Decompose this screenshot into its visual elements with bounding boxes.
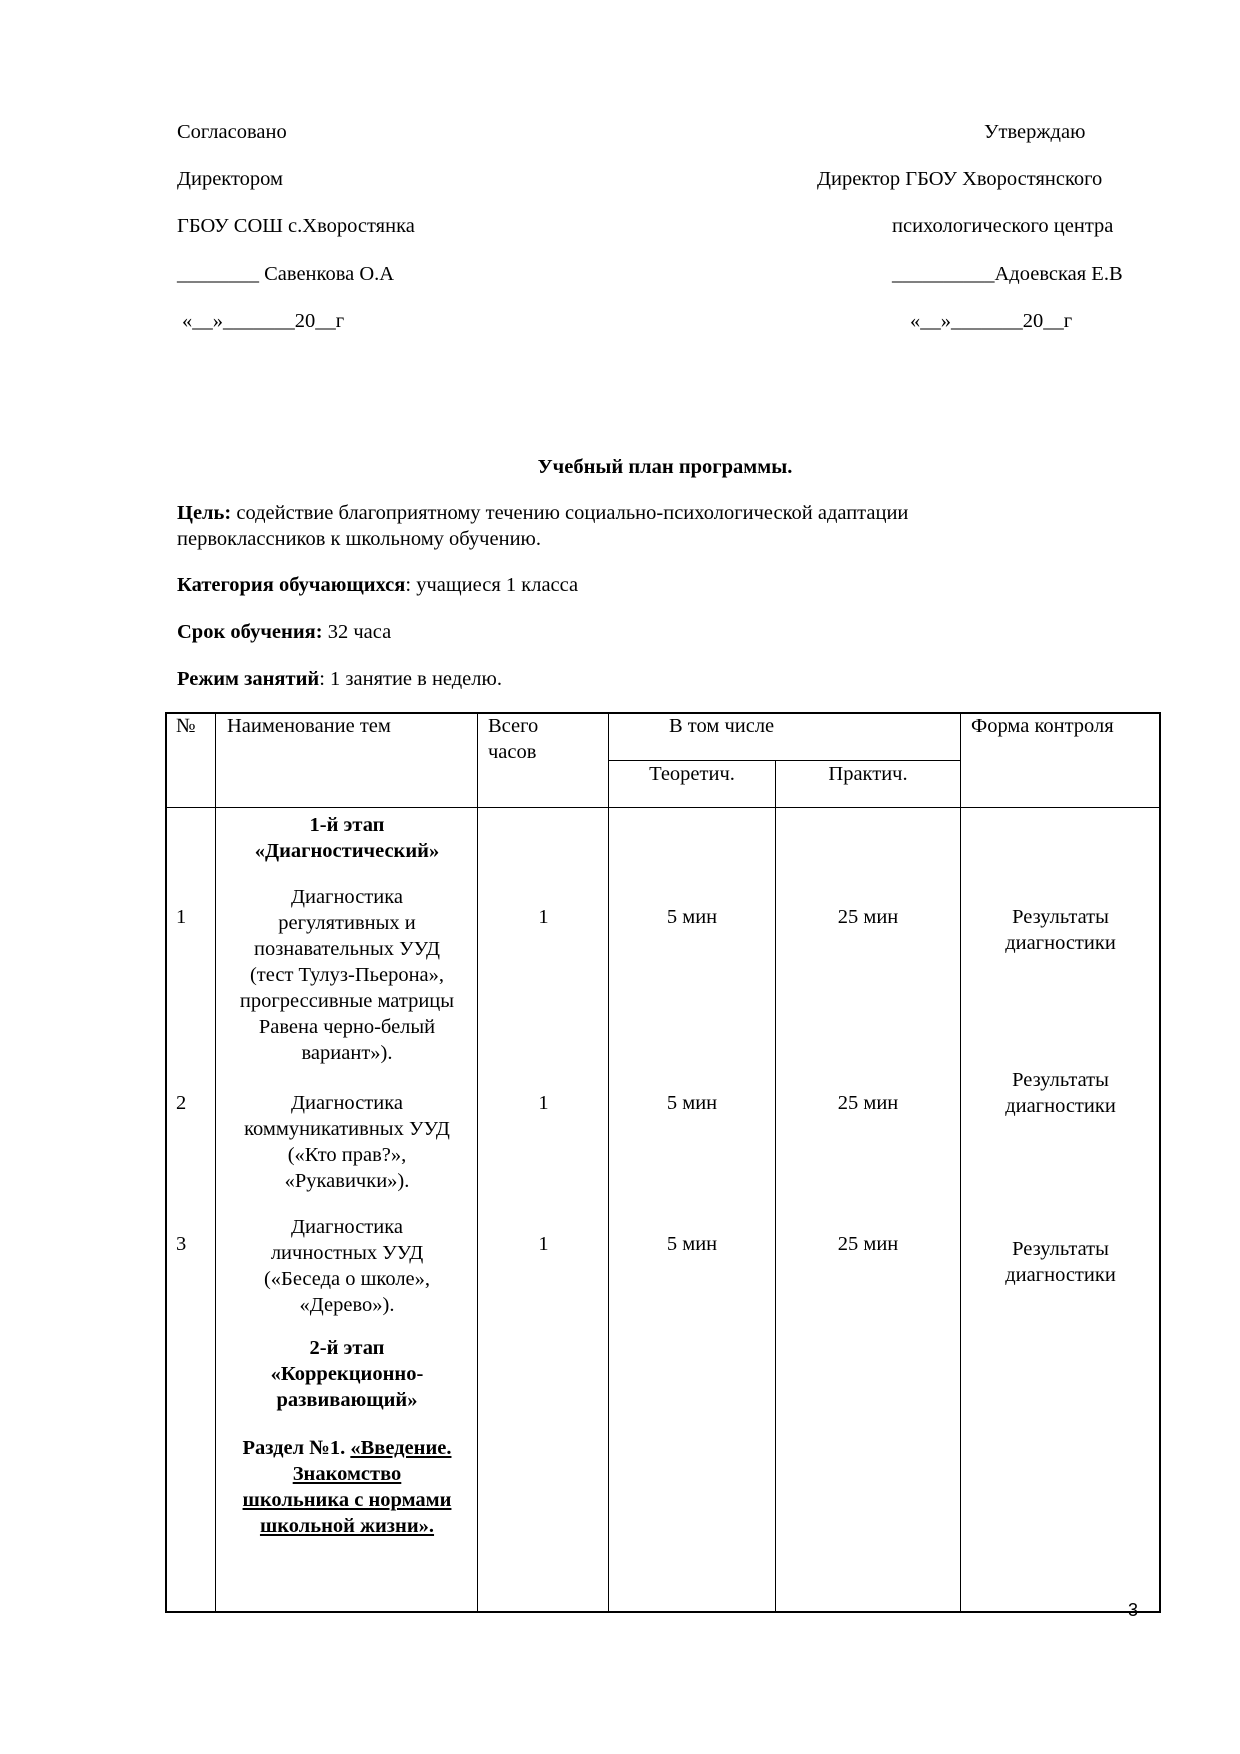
row-total: 1 — [538, 906, 549, 928]
approval-left-position: Директором — [177, 168, 284, 190]
row-topic-line: личностных УУД — [270, 1242, 424, 1264]
table-header-bottom — [165, 807, 1161, 808]
section1-name: «Введение. — [350, 1437, 452, 1459]
approval-left-title: Согласовано — [177, 121, 287, 143]
header-including: В том числе — [669, 715, 775, 737]
approval-left-date: «__»_______20__г — [182, 310, 345, 332]
approval-right-signature: __________Адоевская Е.В — [892, 263, 1123, 285]
goal-text: содействие благоприятному течению социально-психологической адаптации — [236, 502, 909, 524]
row-control-line2: диагностики — [1005, 1264, 1116, 1286]
stage1-title-line2: «Диагностический» — [254, 840, 440, 862]
row-topic-line: вариант»). — [301, 1042, 393, 1064]
row-topic-line: («Кто прав?», — [287, 1144, 407, 1166]
row-topic-line: Диагностика — [291, 1216, 403, 1238]
stage2-title-line2: «Коррекционно- — [270, 1363, 424, 1385]
header-num: № — [176, 715, 196, 737]
plan-goal-continued: первоклассников к школьному обучению. — [177, 528, 541, 550]
row-control-line1: Результаты — [1012, 1238, 1109, 1260]
row-topic-line: «Дерево»). — [299, 1294, 395, 1316]
table-col-line — [775, 761, 776, 1612]
goal-label: Цель: — [177, 502, 232, 524]
section1-title-line2: Знакомство — [292, 1463, 402, 1485]
row-theory: 5 мин — [666, 1233, 718, 1255]
section1-title-line3: школьника с нормами — [242, 1489, 452, 1511]
stage2-title-line1: 2-й этап — [309, 1337, 385, 1359]
term-value: 32 часа — [322, 621, 392, 643]
section1-title-line4: школьной жизни». — [259, 1515, 435, 1537]
plan-title: Учебный план программы. — [537, 456, 793, 478]
approval-right-date: «__»_______20__г — [910, 310, 1073, 332]
row-topic-line: прогрессивные матрицы — [239, 990, 455, 1012]
page-number: 3 — [1128, 1600, 1139, 1620]
header-theory: Теоретич. — [649, 763, 735, 785]
row-topic-line: регулятивных и — [278, 912, 416, 934]
plan-term — [177, 620, 391, 644]
table-border-bottom — [165, 1611, 1161, 1613]
plan-mode — [177, 667, 502, 691]
row-topic-line: «Рукавички»). — [284, 1170, 410, 1192]
row-practice: 25 мин — [837, 1092, 899, 1114]
row-topic-line: Равена черно-белый — [258, 1016, 436, 1038]
approval-right-position: Директор ГБОУ Хворостянского — [817, 168, 1103, 190]
row-control-line1: Результаты — [1012, 906, 1109, 928]
row-topic-line: Диагностика — [291, 886, 403, 908]
table-border-left — [165, 713, 167, 1612]
term-label: Срок обучения: — [177, 621, 323, 643]
mode-label: Режим занятий — [177, 668, 320, 690]
row-practice: 25 мин — [837, 906, 899, 928]
approval-left-organization: ГБОУ СОШ с.Хворостянка — [177, 215, 415, 237]
category-value: : учащиеся 1 класса — [405, 574, 579, 596]
row-num: 1 — [176, 906, 187, 928]
stage2-title-line3: развивающий» — [276, 1389, 418, 1411]
approval-right-title: Утверждаю — [984, 121, 1086, 143]
header-practice: Практич. — [828, 763, 908, 785]
header-total-line1: Всего — [488, 715, 539, 737]
row-practice: 25 мин — [837, 1233, 899, 1255]
row-num: 3 — [176, 1233, 187, 1255]
mode-value: : 1 занятие в неделю. — [319, 668, 502, 690]
row-theory: 5 мин — [666, 906, 718, 928]
table-col-line — [960, 713, 961, 1612]
row-total: 1 — [538, 1092, 549, 1114]
approval-left-signature: ________ Савенкова О.А — [177, 263, 395, 285]
row-total: 1 — [538, 1233, 549, 1255]
row-topic-line: («Беседа о школе», — [263, 1268, 431, 1290]
table-border-right — [1159, 713, 1161, 1612]
approval-right-organization: психологического центра — [892, 215, 1114, 237]
category-label: Категория обучающихся — [177, 574, 406, 596]
plan-goal — [177, 501, 908, 525]
row-control-line2: диагностики — [1005, 932, 1116, 954]
header-name: Наименование тем — [227, 715, 391, 737]
row-topic-line: коммуникативных УУД — [244, 1118, 450, 1140]
row-control-line2: диагностики — [1005, 1095, 1116, 1117]
section1-title-line1 — [216, 1435, 478, 1461]
stage1-title-line1: 1-й этап — [309, 814, 385, 836]
header-total-line2: часов — [488, 741, 537, 763]
plan-category — [177, 573, 578, 597]
row-topic-line: познавательных УУД — [253, 938, 441, 960]
table-col-line — [608, 713, 609, 1612]
row-topic-line: Диагностика — [291, 1092, 403, 1114]
section1-prefix: Раздел №1. — [242, 1437, 351, 1459]
row-topic-line: (тест Тулуз-Пьерона», — [249, 964, 445, 986]
header-control: Форма контроля — [971, 715, 1114, 737]
row-theory: 5 мин — [666, 1092, 718, 1114]
row-control-line1: Результаты — [1012, 1069, 1109, 1091]
row-num: 2 — [176, 1092, 187, 1114]
